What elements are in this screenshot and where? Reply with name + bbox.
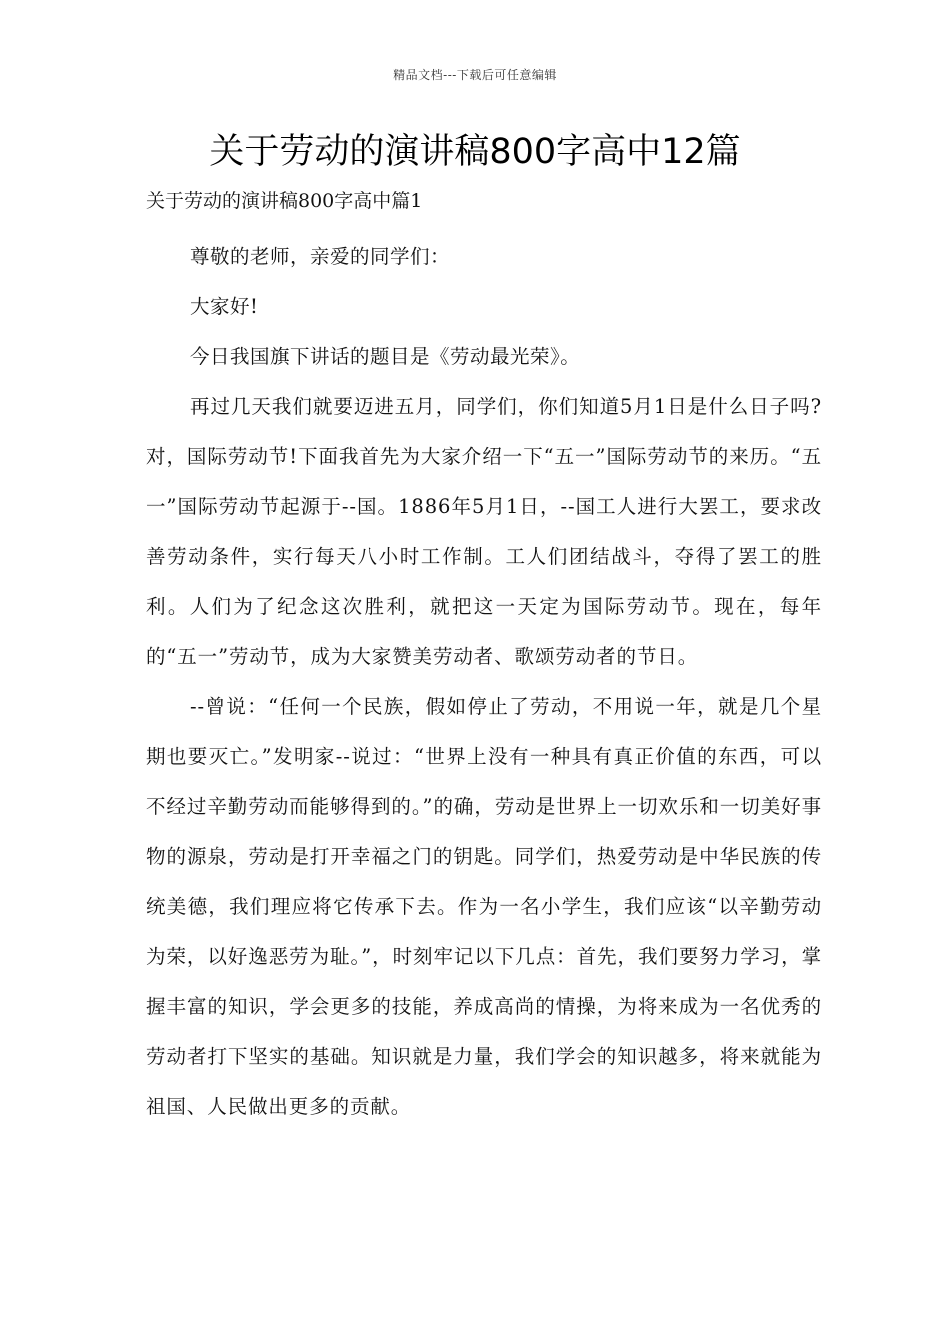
section-heading: 关于劳动的演讲稿800字高中篇1 xyxy=(146,190,423,212)
document-title: 关于劳动的演讲稿800字高中12篇 xyxy=(209,132,741,172)
paragraph-greeting: 大家好! xyxy=(190,295,259,318)
paragraph-history: 再过几天我们就要迈进五月，同学们，你们知道5月1日是什么日子吗?对，国际劳动节!下面我首先为大家介绍一下“五一”国际劳动节的来历。“五一”国际劳动节起源于--国。1886年5月1日，--国工人进行大罢工，要求改善劳动条件，实行每天八小时工作制。工人们团结战斗，夺得了罢工的胜利。人们为了纪念这次胜利，就把这一天定为国际劳动节。现在，每年的“五一”劳动节，成为大家赞美劳动者、歌颂劳动者的节日。 xyxy=(146,395,822,668)
paragraph-quotes: --曾说：“任何一个民族，假如停止了劳动，不用说一年，就是几个星期也要灭亡。”发明家--说过：“世界上没有一种具有真正价值的东西，可以不经过辛勤劳动而能够得到的。”的确，劳动是世界上一切欢乐和一切美好事物的源泉，劳动是打开幸福之门的钥匙。同学们，热爱劳动是中华民族的传统美德，我们理应将它传承下去。作为一名小学生，我们应该“以辛勤劳动为荣，以好逸恶劳为耻。”，时刻牢记以下几点：首先，我们要努力学习，掌握丰富的知识，学会更多的技能，养成高尚的情操，为将来成为一名优秀的劳动者打下坚实的基础。知识就是力量，我们学会的知识越多，将来就能为祖国、人民做出更多的贡献。 xyxy=(146,695,822,1118)
document-body xyxy=(146,232,822,1132)
paragraph-salutation: 尊敬的老师，亲爱的同学们： xyxy=(190,245,451,268)
header-note: 精品文档---下载后可任意编辑 xyxy=(393,68,557,82)
paragraph-topic: 今日我国旗下讲话的题目是《劳动最光荣》。 xyxy=(190,345,581,368)
